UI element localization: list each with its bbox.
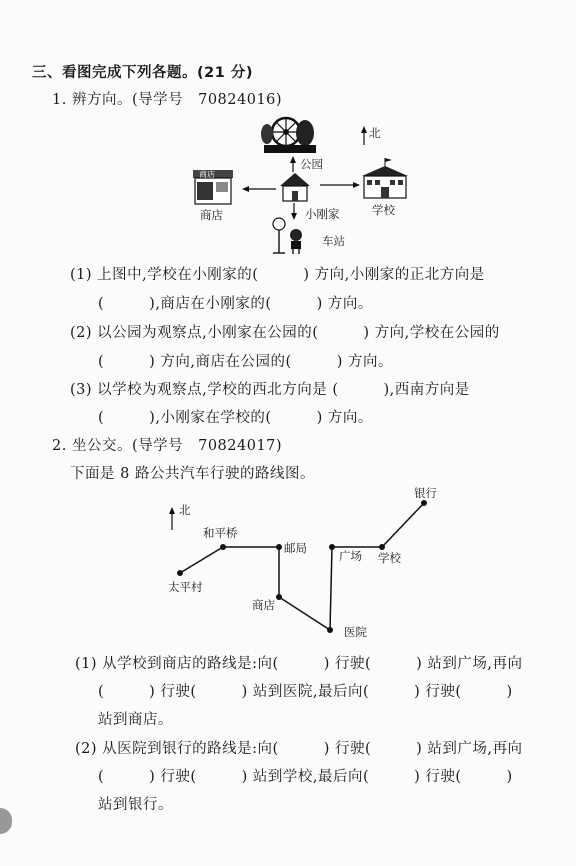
q1-title: 1. 辨方向。(导学号 70824016): [52, 92, 283, 108]
shop-sign: 商店: [199, 170, 215, 179]
shop-label-2: 商店: [252, 598, 275, 612]
section-title: 三、看图完成下列各题。(21 分): [32, 65, 253, 81]
bus-stop-label: 车站: [322, 234, 345, 248]
post-label: 邮局: [284, 541, 307, 555]
q2-line-1: (1) 从学校到商店的路线是:向( ) 行驶( ) 站到广场,再向: [75, 656, 523, 672]
shop-label-1: 商店: [200, 208, 223, 222]
school-label-1: 学校: [372, 203, 395, 217]
hospital-label: 医院: [344, 625, 367, 639]
q2-line-5: ( ) 行驶( ) 站到学校,最后向( ) 行驶( ): [98, 769, 513, 785]
stop-hospital: [327, 627, 333, 633]
q2-line-6: 站到银行。: [98, 797, 173, 813]
q2-line-3: 站到商店。: [98, 712, 173, 728]
q2-line-2: ( ) 行驶( ) 站到医院,最后向( ) 行驶( ): [98, 684, 513, 700]
square-label: 广场: [339, 549, 362, 563]
north-arrow-icon: [169, 507, 175, 530]
q1-line-4: ( ) 方向,商店在公园的( ) 方向。: [98, 354, 393, 370]
q1-line-5: (3) 以学校为观察点,学校的西北方向是 ( ),西南方向是: [70, 382, 470, 398]
stop-shop: [276, 594, 282, 600]
home-label: 小刚家: [305, 207, 340, 221]
bus-route-line: [180, 503, 424, 630]
q2-intro: 下面是 8 路公共汽车行驶的路线图。: [70, 466, 315, 482]
park-label: 公园: [300, 157, 323, 171]
stop-post: [276, 544, 282, 550]
q2-title: 2. 坐公交。(导学号 70824017): [52, 438, 283, 454]
north-label-1: 北: [369, 126, 381, 140]
bank-label: 银行: [414, 486, 437, 500]
north-label-2: 北: [179, 503, 191, 517]
q1-line-2: ( ),商店在小刚家的( ) 方向。: [98, 296, 373, 312]
q1-line-3: (2) 以公园为观察点,小刚家在公园的( ) 方向,学校在公园的: [70, 325, 500, 341]
taiping-label: 太平村: [168, 580, 203, 594]
heping-label: 和平桥: [203, 526, 238, 540]
q2-line-4: (2) 从医院到银行的路线是:向( ) 行驶( ) 站到广场,再向: [75, 741, 523, 757]
stop-heping: [220, 544, 226, 550]
q1-line-1: (1) 上图中,学校在小刚家的( ) 方向,小刚家的正北方向是: [70, 267, 485, 283]
stop-taiping: [177, 570, 183, 576]
stop-square: [329, 544, 335, 550]
q1-line-6: ( ),小刚家在学校的( ) 方向。: [98, 410, 373, 426]
school-label-2: 学校: [378, 551, 401, 565]
